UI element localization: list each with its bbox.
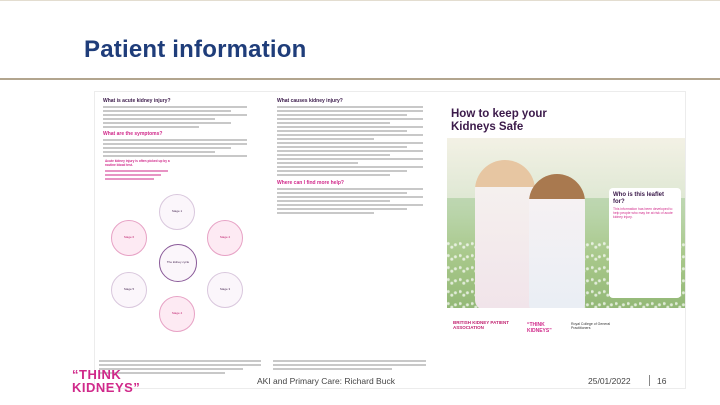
leaflet-page-1 (95, 92, 270, 388)
cycle-step: Stage 1 (159, 194, 195, 230)
leaflet-heading-causes: What causes kidney injury? (277, 98, 343, 104)
leaflet-heading-aki: What is acute kidney injury? (103, 98, 171, 104)
cycle-step: Stage 3 (207, 272, 243, 308)
cycle-step: Stage 4 (159, 296, 195, 332)
who-card: Who is this leaflet for? This information has been developed to help people who may be at risk of acute kidney injury. (609, 188, 681, 298)
cycle-center: The kidney cycle (159, 244, 197, 282)
leaflet-heading-help: Where can I find more help? (277, 180, 344, 186)
leaflet-page-2 (273, 92, 443, 388)
think-kidneys-logo: “THINK KIDNEYS” (72, 367, 141, 395)
cover-title: How to keep your Kidneys Safe (451, 108, 547, 133)
cycle-step: Stage 5 (111, 272, 147, 308)
title-underline (0, 78, 720, 80)
page-title: Patient information (84, 36, 307, 63)
rcgp-logo: Royal College of General Practitioners (571, 322, 611, 330)
leaflet-cover (447, 92, 685, 388)
bkpa-logo: BRITISH KIDNEY PATIENT ASSOCIATION (453, 320, 510, 330)
footer-date: 25/01/2022 (588, 376, 631, 386)
cycle-step: Stage 2 (207, 220, 243, 256)
grandmother-figure (475, 160, 535, 308)
footer-separator (649, 375, 650, 386)
cover-logos (447, 314, 685, 344)
cycle-step: Stage 6 (111, 220, 147, 256)
kidney-cycle-diagram (103, 192, 253, 332)
think-kidneys-small-logo: “THINK KIDNEYS” (527, 322, 552, 334)
leaflet-intro: Acute kidney injury is often picked up by a routine blood test. (105, 158, 175, 182)
leaflet-heading-symptoms: What are the symptoms? (103, 131, 163, 137)
footer-page-number: 16 (657, 376, 667, 386)
child-figure (529, 174, 585, 308)
leaflet-image (95, 92, 685, 388)
footer-presenter: AKI and Primary Care: Richard Buck (257, 376, 395, 386)
top-border (0, 0, 720, 1)
